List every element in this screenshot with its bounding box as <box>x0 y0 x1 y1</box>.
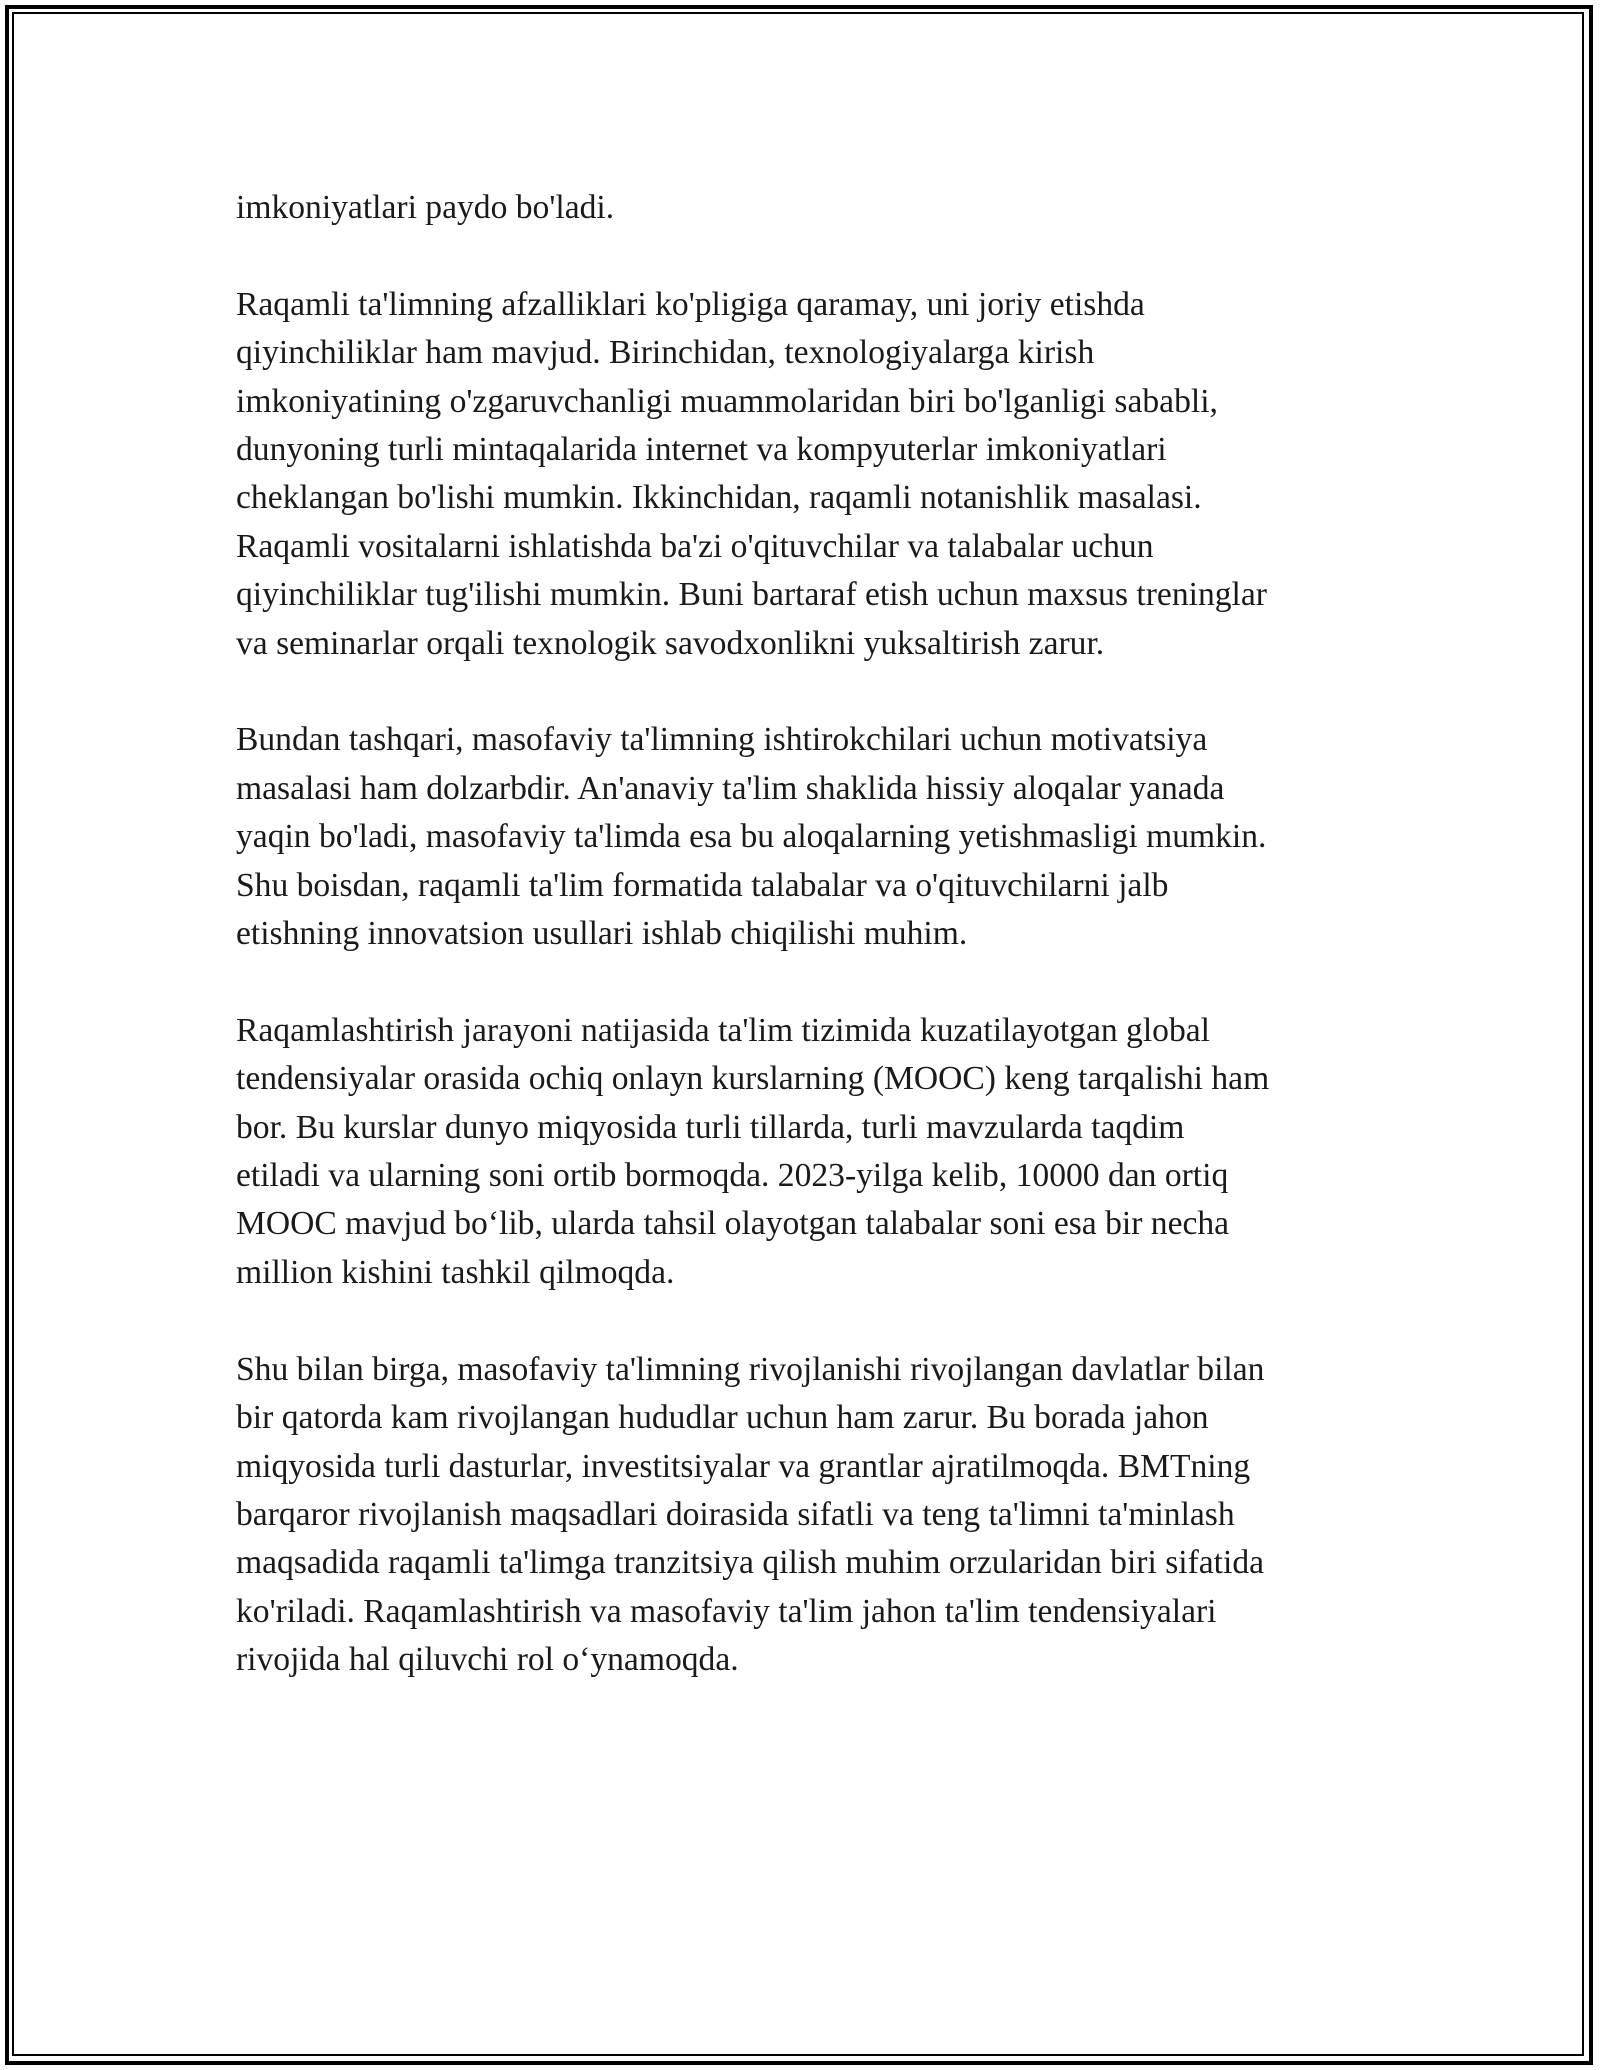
paragraph-mooc: Raqamlashtirish jarayoni natijasida ta'lim tizimida kuzatilayotgan global tendensiyalar orasida ochiq onlayn kurslarning (MOOC) keng tarqalishi ham bor. Bu kurslar dunyo miqyosida turli tillarda, turli mavzularda taqdim etiladi va ularning soni ortib bormoqda. 2023-yilga kelib, 10000 dan ortiq MOOC mavjud bo‘lib, ularda tahsil olayotgan talabalar soni esa bir necha million kishini tashkil qilmoqda. <box>236 1011 1270 1291</box>
document-body <box>236 184 1384 1733</box>
paragraph-continuation: imkoniyatlari paydo bo'ladi. <box>236 189 615 226</box>
paragraph-challenges: Raqamli ta'limning afzalliklari ko'pligiga qaramay, uni joriy etishda qiyinchiliklar ham mavjud. Birinchidan, texnologiyalarga kirish imkoniyatining o'zgaruvchanligi muammolaridan biri bo'lganligi sababli, dunyoning turli mintaqalarida internet va kompyuterlar imkoniyatlari cheklangan bo'lishi mumkin. Ikkinchidan, raqamli notanishlik masalasi. Raqamli vositalarni ishlatishda ba'zi o'qituvchilar va talabalar uchun qiyinchiliklar tug'ilishi mumkin. Buni bartaraf etish uchun maxsus treninglar va seminarlar orqali texnologik savodxonlikni yuksaltirish zarur. <box>236 285 1267 662</box>
paragraph-development: Shu bilan birga, masofaviy ta'limning rivojlanishi rivojlangan davlatlar bilan bir qatorda kam rivojlangan hududlar uchun ham zarur. Bu borada jahon miqyosida turli dasturlar, investitsiyalar va grantlar ajratilmoqda. BMTning barqaror rivojlanish maqsadlari doirasida sifatli va teng ta'limni ta'minlash maqsadida raqamli ta'limga tranzitsiya qilish muhim orzularidan biri sifatida ko'riladi. Raqamlashtirish va masofaviy ta'lim jahon ta'lim tendensiyalari rivojida hal qiluvchi rol o‘ynamoqda. <box>236 1350 1265 1679</box>
paragraph-motivation: Bundan tashqari, masofaviy ta'limning ishtirokchilari uchun motivatsiya masalasi ham dolzarbdir. An'anaviy ta'lim shaklida hissiy aloqalar yanada yaqin bo'ladi, masofaviy ta'limda esa bu aloqalarning yetishmasligi mumkin. Shu boisdan, raqamli ta'lim formatida talabalar va o'qituvchilarni jalb etishning innovatsion usullari ishlab chiqilishi muhim. <box>236 721 1267 953</box>
